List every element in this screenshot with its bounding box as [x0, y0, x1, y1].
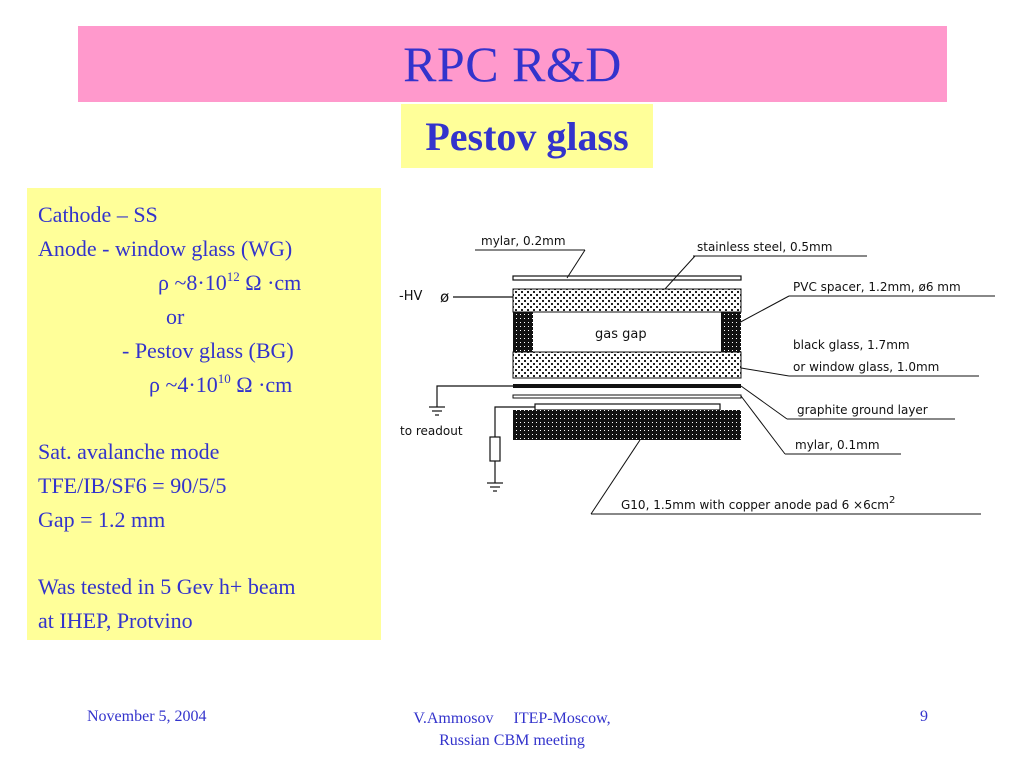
stainless-steel-label: stainless steel, 0.5mm	[697, 240, 833, 254]
wg-resistivity-base: ρ ~8·10	[158, 270, 227, 295]
gas-mixture-line: TFE/IB/SF6 = 90/5/5	[38, 473, 227, 498]
mylar-bottom-layer	[513, 395, 741, 398]
footer-author	[380, 708, 644, 752]
g10-label-text: G10, 1.5mm with copper anode pad 6 ×6cm	[621, 498, 889, 512]
slide-subtitle: Pestov glass	[425, 113, 629, 159]
footer-author-line: V.Ammosov ITEP-Moscow,	[413, 710, 611, 727]
readout-resistor	[490, 437, 500, 461]
hv-connector-symbol: ø	[440, 288, 450, 306]
mylar-top-layer	[513, 276, 741, 280]
footer-date: November 5, 2004	[87, 708, 207, 725]
footer-meeting-line: Russian CBM meeting	[439, 732, 585, 749]
pvc-spacer-right	[721, 312, 741, 352]
cathode-glass-layer	[513, 289, 741, 312]
subtitle-box	[401, 104, 653, 168]
wg-resistivity-line	[38, 266, 381, 300]
graphite-leader	[741, 386, 787, 419]
hv-label: -HV	[399, 289, 423, 304]
pestov-line: - Pestov glass (BG)	[122, 338, 294, 363]
g10-layer	[513, 410, 741, 440]
beam-test-line: Was tested in 5 Gev h+ beam	[38, 574, 296, 599]
mylar-top-leader	[567, 250, 585, 278]
pvc-spacer-left	[513, 312, 533, 352]
pvc-spacer-label: PVC spacer, 1.2mm, ø6 mm	[793, 280, 961, 294]
spacer	[38, 402, 381, 435]
description-box	[27, 188, 381, 640]
spacer	[38, 537, 381, 570]
ground-wire	[437, 386, 513, 407]
graphite-label: graphite ground layer	[797, 403, 928, 417]
avalanche-line: Sat. avalanche mode	[38, 439, 220, 464]
mylar-bottom-label: mylar, 0.1mm	[795, 438, 880, 452]
gap-line: Gap = 1.2 mm	[38, 507, 166, 532]
graphite-layer	[513, 384, 741, 388]
glass-leader	[741, 368, 789, 376]
bg-resistivity-exponent: 10	[217, 371, 231, 386]
rpc-cross-section-diagram	[395, 225, 995, 530]
mylar-bottom-leader	[741, 396, 785, 454]
cathode-line: Cathode – SS	[38, 202, 158, 227]
wg-resistivity-unit: Ω ·cm	[239, 270, 302, 295]
title-banner	[78, 26, 947, 102]
anode-line: Anode - window glass (WG)	[38, 236, 293, 261]
black-glass-label: black glass, 1.7mm	[793, 338, 910, 352]
bg-resistivity-line	[38, 368, 381, 402]
wg-resistivity-exponent: 12	[226, 269, 240, 284]
stainless-steel-leader	[665, 256, 695, 289]
anode-glass-layer	[513, 352, 741, 378]
mylar-top-label: mylar, 0.2mm	[481, 234, 566, 248]
g10-label	[621, 495, 895, 512]
page-number: 9	[920, 708, 928, 725]
location-line: at IHEP, Protvino	[38, 608, 193, 633]
copper-pad	[535, 404, 720, 410]
bg-resistivity-unit: Ω ·cm	[230, 372, 293, 397]
slide-title: RPC R&D	[403, 36, 622, 92]
readout-label: to readout	[400, 424, 463, 438]
g10-label-exponent: 2	[889, 495, 896, 506]
bg-resistivity-base: ρ ~4·10	[149, 372, 218, 397]
window-glass-label: or window glass, 1.0mm	[793, 360, 940, 374]
gas-gap-label: gas gap	[595, 327, 647, 342]
pvc-spacer-leader	[735, 296, 789, 325]
or-line: or	[166, 304, 185, 329]
